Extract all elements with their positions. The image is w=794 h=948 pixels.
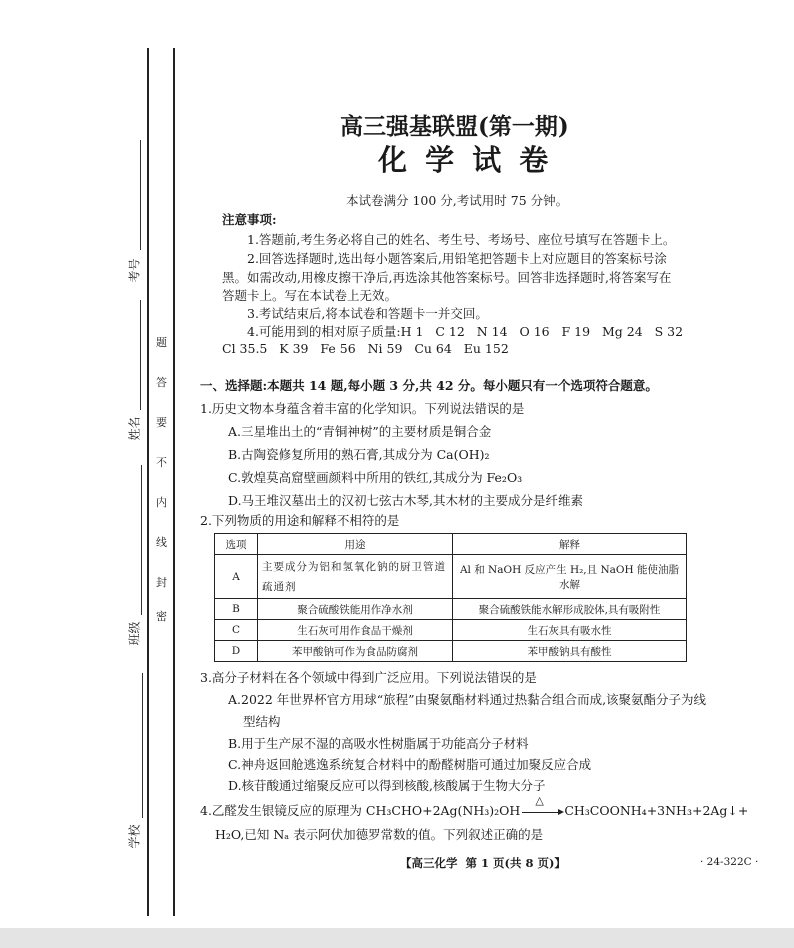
table-cell: C: [215, 620, 258, 641]
arrowhead-icon: [558, 809, 564, 815]
table-cell: 苯甲酸钠具有酸性: [453, 641, 687, 662]
question-4-stem-part2: CH₃COONH₄+3NH₃+2Ag↓+: [564, 803, 749, 818]
question-2-table: [214, 533, 687, 662]
table-cell: 主要成分为铝和氢氧化钠的厨卫管道疏通剂: [258, 555, 453, 599]
exam-title: 高三强基联盟(第一期): [340, 113, 569, 140]
question-1-stem: 1.历史文物本身蕴含着丰富的化学知识。下列说法错误的是: [200, 401, 525, 416]
table-cell: D: [215, 641, 258, 662]
seal-char: 题: [156, 336, 167, 349]
question-4-stem-part1: 4.乙醛发生银镜反应的原理为 CH₃CHO+2Ag(NH₃)₂OH: [200, 803, 521, 818]
question-1-option-c: C.敦煌莫高窟壁画颜料中所用的铁红,其成分为 Fe₂O₃: [228, 470, 523, 485]
binding-line-inner: [173, 48, 175, 916]
name-line: [140, 300, 141, 410]
school-line: [142, 673, 143, 818]
table-cell: 生石灰具有吸水性: [453, 620, 687, 641]
table-cell: Al 和 NaOH 反应产生 H₂,且 NaOH 能使油脂水解: [453, 555, 687, 599]
exam-number-label: 考号: [127, 258, 142, 283]
note-line: 1.答题前,考生务必将自己的姓名、考生号、考场号、座位号填写在答题卡上。: [247, 232, 676, 247]
table-cell: B: [215, 599, 258, 620]
note-line: 黑。如需改动,用橡皮擦干净后,再选涂其他答案标号。回答非选择题时,将答案写在: [222, 270, 672, 285]
question-3-stem: 3.高分子材料在各个领域中得到广泛应用。下列说法错误的是: [200, 670, 537, 685]
note-line: 2.回答选择题时,选出每小题答案后,用铅笔把答题卡上对应题目的答案标号涂: [247, 251, 667, 266]
table-header-row: [215, 534, 687, 555]
seal-char: 密: [156, 610, 167, 623]
binding-line-outer: [147, 48, 149, 916]
question-2-stem: 2.下列物质的用途和解释不相符的是: [200, 513, 400, 528]
class-label: 班级: [127, 621, 142, 646]
table-row: [215, 555, 687, 599]
footer-page-number: 【高三化学 第 1 页(共 8 页)】: [400, 856, 566, 870]
question-3-option-d: D.核苷酸通过缩聚反应可以得到核酸,核酸属于生物大分子: [228, 778, 546, 793]
scan-edge: [0, 928, 794, 948]
seal-char: 封: [156, 576, 167, 589]
seal-char: 不: [156, 456, 167, 469]
table-row: [215, 641, 687, 662]
table-row: [215, 620, 687, 641]
table-cell: A: [215, 555, 258, 599]
seal-char: 要: [156, 416, 167, 429]
table-cell: 聚合硫酸铁能用作净水剂: [258, 599, 453, 620]
class-line: [141, 465, 142, 615]
question-3-option-a-cont: 型结构: [243, 714, 281, 729]
table-header: 用途: [258, 534, 453, 555]
question-3-option-c: C.神舟返回舱逃逸系统复合材料中的酚醛树脂可通过加聚反应合成: [228, 757, 592, 772]
table-header: 选项: [215, 534, 258, 555]
reaction-arrow: [520, 793, 564, 818]
table-cell: 聚合硫酸铁能水解形成胶体,具有吸附性: [453, 599, 687, 620]
footer-code: · 24-322C ·: [700, 856, 759, 868]
name-label: 姓名: [127, 416, 142, 441]
seal-char: 线: [156, 536, 167, 549]
arrow-icon: [522, 812, 560, 813]
question-3-option-b: B.用于生产尿不湿的高吸水性树脂属于功能高分子材料: [228, 736, 529, 751]
note-line: 答题卡上。写在本试卷上无效。: [222, 288, 398, 303]
exam-number-line: [140, 140, 141, 250]
notes-heading: 注意事项:: [222, 212, 277, 227]
table-header: 解释: [453, 534, 687, 555]
section-heading: 一、选择题:本题共 14 题,每小题 3 分,共 42 分。每小题只有一个选项符合题意。: [200, 378, 658, 393]
question-1-option-a: A.三星堆出土的“青铜神树”的主要材质是铜合金: [228, 424, 492, 439]
question-4-stem: [200, 793, 749, 819]
school-label: 学校: [127, 824, 142, 849]
exam-info: 本试卷满分 100 分,考试用时 75 分钟。: [346, 193, 569, 208]
note-line: 4.可能用到的相对原子质量:H 1 C 12 N 14 O 16 F 19 Mg 24 S 32: [247, 324, 684, 339]
question-1-option-d: D.马王堆汉墓出土的汉初七弦古木琴,其木材的主要成分是纤维素: [228, 493, 584, 508]
table-row: [215, 599, 687, 620]
note-line: Cl 35.5 K 39 Fe 56 Ni 59 Cu 64 Eu 152: [222, 341, 509, 356]
note-line: 3.考试结束后,将本试卷和答题卡一并交回。: [247, 306, 488, 321]
subject-title: 化 学 试 卷: [378, 143, 553, 177]
question-4-stem-line2: H₂O,已知 Nₐ 表示阿伏加德罗常数的值。下列叙述正确的是: [215, 827, 544, 842]
heat-condition: △: [535, 793, 544, 807]
seal-char: 内: [156, 496, 167, 509]
question-1-option-b: B.古陶瓷修复所用的熟石膏,其成分为 Ca(OH)₂: [228, 447, 490, 462]
table-cell: 生石灰可用作食品干燥剂: [258, 620, 453, 641]
question-3-option-a: A.2022 年世界杯官方用球“旅程”由聚氨酯材料通过热黏合组合而成,该聚氨酯分子为线: [228, 692, 707, 707]
table-cell: 苯甲酸钠可作为食品防腐剂: [258, 641, 453, 662]
seal-char: 答: [156, 376, 167, 389]
